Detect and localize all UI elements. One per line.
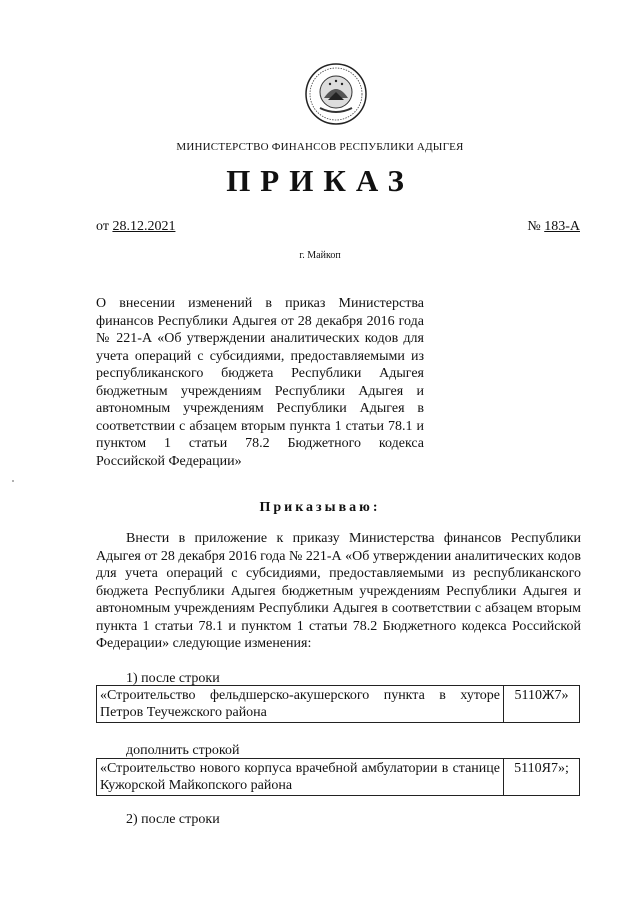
date-prefix: от — [96, 219, 113, 234]
ministry-name: МИНИСТЕРСТВО ФИНАНСОВ РЕСПУБЛИКИ АДЫГЕЯ — [176, 141, 464, 153]
row-text: «Строительство фельдшерско-акушерского пункта в хуторе Петров Теучежского района — [97, 686, 504, 723]
row-code: 5110Я7»; — [504, 759, 580, 796]
item-1-label: 1) после строки — [126, 671, 220, 686]
document-title: ПРИКАЗ — [226, 163, 414, 198]
date-value: 28.12.2021 — [112, 219, 176, 234]
republic-emblem-icon — [304, 62, 368, 126]
document-subject: О внесении изменений в приказ Министерства финансов Республики Адыгея от 28 декабря 2016 года № 221-А «Об утверждении аналитических кодов для учета операций с субсидиями, предоставляемыми из республиканского бюджета Республики Адыгея бюджетным учреждениям Республики Адыгея и автономным учреждениям Республики Адыгея в соответствии с абзацем вторым пункта 1 статьи 78.1 и пунктом 1 статьи 78.2 Бюджетного кодекса Российской Федерации» — [96, 296, 424, 469]
table-row — [97, 759, 580, 796]
number-value: 183-А — [544, 219, 580, 234]
city: г. Майкоп — [299, 250, 341, 261]
row-code: 5110Ж7» — [504, 686, 580, 723]
table-row — [97, 686, 580, 723]
row-text: «Строительство нового корпуса врачебной амбулатории в станице Кужорской Майкопского района — [97, 759, 504, 796]
body-paragraph: Внести в приложение к приказу Министерства финансов Республики Адыгея от 28 декабря 2016 года № 221-А «Об утверждении аналитических кодов для учета операций с субсидиями, предоставляемыми из республиканского бюджета Республики Адыгея бюджетным учреждениям Республики Адыгея и автономным учреждениям Республики Адыгея в соответствии с абзацем вторым пункта 1 статьи 78.1 и пунктом 1 статьи 78.2 Бюджетного кодекса Российской Федерации» следующие изменения: — [96, 531, 581, 651]
document-date — [96, 219, 175, 235]
item-add-label: дополнить строкой — [126, 743, 240, 758]
document-number — [527, 219, 580, 235]
row-table-2 — [96, 758, 580, 796]
row-table-1 — [96, 685, 580, 723]
scan-speck — [12, 480, 14, 482]
order-heading: Приказываю: — [259, 500, 381, 515]
item-2-label: 2) после строки — [126, 812, 220, 827]
number-prefix: № — [527, 219, 545, 234]
